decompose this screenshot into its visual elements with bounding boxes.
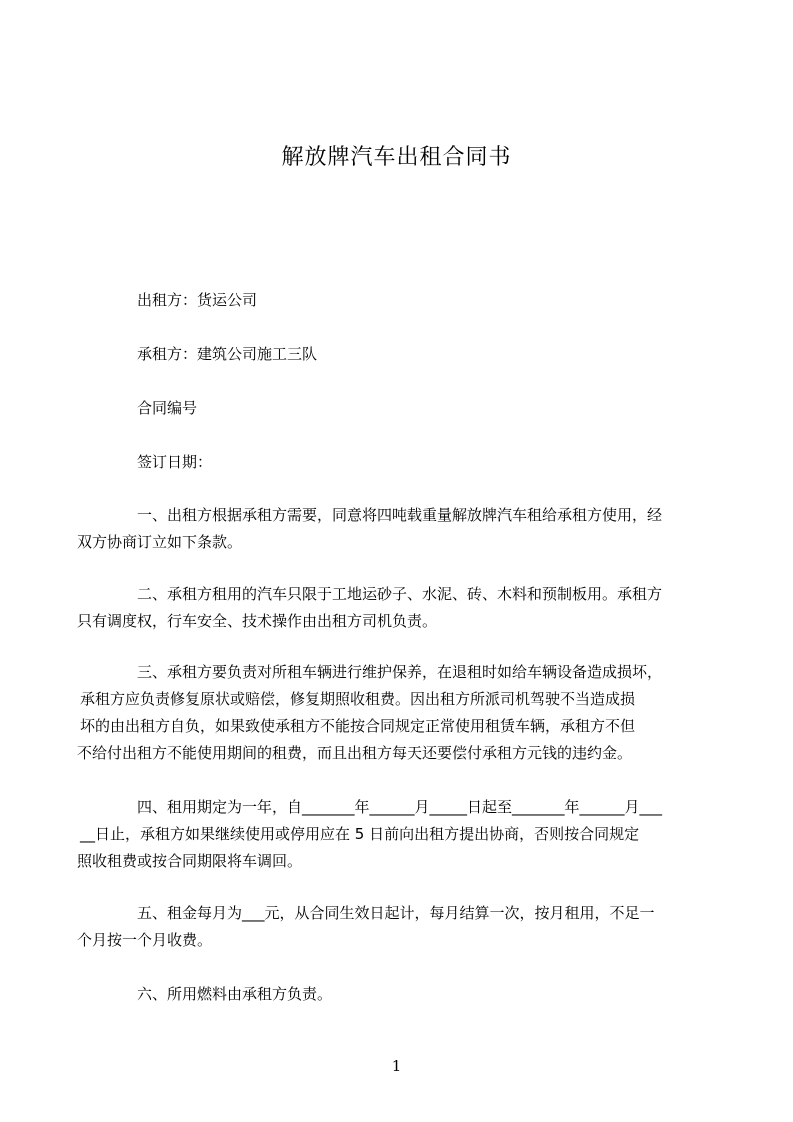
clause-2-line: 只有调度权，行车安全、技术操作由出租方司机负责。 (77, 612, 438, 630)
clause-3-line: 三、承租方要负责对所租车辆进行维护保养，在退租时如给车辆设备造成损坏， (137, 663, 663, 681)
page-number: 1 (391, 1057, 402, 1075)
clause-1-line: 双方协商订立如下条款。 (77, 533, 243, 551)
clause-5-line: 个月按一个月收费。 (77, 931, 213, 949)
clause-3-line: 承租方应负责修复原状或赔偿，修复期照收租费。因出租方所派司机驾驶不当造成损 (80, 690, 636, 708)
clause-1-line: 一、出租方根据承租方需要，同意将四吨载重量解放牌汽车租给承租方使用，经 (137, 506, 663, 524)
clause-6-line: 六、所用燃料由承租方负责。 (137, 985, 333, 1003)
page-title: 解放牌汽车出租合同书 (281, 145, 512, 170)
contract-number-line: 合同编号 (137, 399, 198, 417)
lessee-line: 承租方：建筑公司施工三队 (137, 345, 318, 363)
clause-4-line: __日止，承租方如果继续使用或停用应在 5 日前向出租方提出协商，否则按合同规定 (80, 825, 640, 843)
clause-2-line: 二、承租方租用的汽车只限于工地运砂子、水泥、砖、木料和预制板用。承租方 (137, 585, 663, 603)
clause-5-line: 五、租金每月为___元，从合同生效日起计，每月结算一次，按月租用，不足一 (137, 904, 655, 922)
lessor-line: 出租方：货运公司 (137, 291, 258, 309)
clause-3-line: 不给付出租方不能使用期间的租费，而且出租方每天还要偿付承租方元钱的违约金。 (77, 744, 633, 762)
sign-date-line: 签订日期： (137, 453, 213, 471)
clause-4-line: 四、租用期定为一年，自_______年______月_____日起至_______年______月___ (137, 798, 663, 816)
clause-3-line: 坏的由出租方自负，如果致使承租方不能按合同规定正常使用租赁车辆，承租方不但 (80, 717, 636, 735)
clause-4-line: 照收租费或按合同期限将车调回。 (77, 852, 303, 870)
